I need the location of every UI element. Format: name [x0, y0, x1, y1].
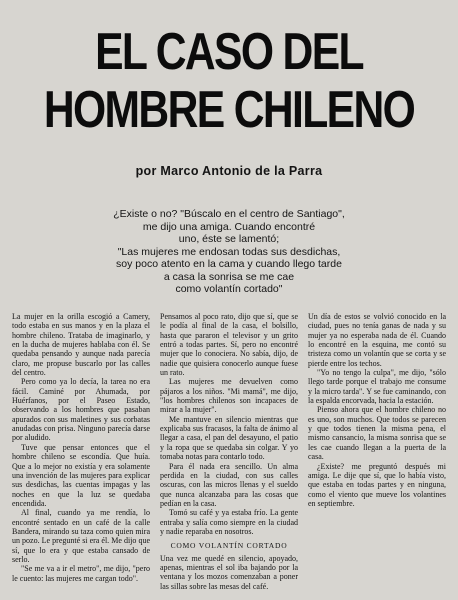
paragraph: "Yo no tengo la culpa", me dijo, "sólo llego tarde porque el trabajo me consume y la micro tarda". Y se fue caminando, con la espalda encorvada, hacia la estación. [308, 368, 446, 406]
paragraph: Pienso ahora que el hombre chileno no es uno, son muchos. Que todos se parecen y que todos tienen la misma pena, el mismo cansancio, la misma sonrisa que se les cae cuando llegan a la puerta de la casa. [308, 405, 446, 462]
epigraph-line: soy poco atento en la cama y cuando llego tarde [116, 258, 342, 270]
article-epigraph [60, 208, 398, 296]
paragraph: Al final, cuando ya me rendía, lo encontré sentado en un café de la calle Bandera, mirando su taza como quien mira un pozo. Le pregunté si era él. Me dijo que sí, que lo era y que estaba cansado de serlo. [12, 508, 150, 564]
epigraph-line: "Las mujeres me endosan todas sus desdichas, [117, 245, 341, 258]
paragraph: Las mujeres me devuelven como pájaros a los niños. "Mi mamá", me dijo, "los hombres chilenos son incapaces de mirar a la mujer". [160, 377, 298, 415]
article-title-line-1: EL CASO DEL [95, 23, 363, 81]
body-column-3 [308, 312, 446, 594]
paragraph: Pensamos al poco rato, dijo que sí, que se le podía al final de la casa, el bolsillo, hasta que pararon el televisor y un grito entró a todas partes. Sí, pero no encontré mujer que lo conociera. No sabía, dijo, de nadie que quisiera conocerlo aunque fuese un rato. [160, 312, 298, 378]
epigraph-line: como volantín cortado" [175, 283, 283, 295]
paragraph: Un día de estos se volvió conocido en la ciudad, pues no tenía ganas de nada y su mujer ya no esperaba nada de él. Cuando lo encontré en la esquina, me contó su tristeza como un volantín que se corta y se pierde entre los techos. [308, 312, 446, 368]
article-title-line-2: HOMBRE CHILENO [43, 81, 415, 139]
body-column-2 [160, 312, 298, 594]
paragraph: "Se me va a ir el metro", me dijo, "pero le cuento: las mujeres me cargan todo". [12, 564, 150, 583]
paragraph: Para él nada era sencillo. Un alma perdida en la ciudad, con sus calles oscuras, con las micros llenas y el sueldo que nunca alcanzaba para las cosas que pedían en la casa. [160, 461, 298, 508]
paragraph: ¿Existe? me preguntó después mi amiga. Le dije que sí, que lo había visto, que estaba en todas partes y en ninguna, como el viento que mueve los volantines en septiembre. [308, 461, 446, 508]
paragraph: La mujer en la orilla escogió a Camery, todo estaba en sus manos y en la plaza el hombre chileno. Trataba de imaginarlo, y en la ducha de mujeres hablaba con él. Se quedaba pensando y aunque nada parecía claro, me propuse buscarlo por las calles del centro. [12, 312, 150, 378]
paragraph: Me mantuve en silencio mientras que explicaba sus fracasos, la falta de ánimo al llegar a casa, el pan del desayuno, el patio y la ropa que se quedaba sin colgar. Y yo tomaba notas para contarlo todo. [160, 414, 298, 462]
section-subheading: COMO VOLANTÍN CORTADO [170, 541, 288, 551]
epigraph-line: a casa la sonrisa se me cae [163, 270, 295, 283]
epigraph-line: me dijo una amiga. Cuando encontré [142, 220, 316, 233]
paragraph: Tomó su café y ya estaba frío. La gente entraba y salía como siempre en la ciudad y nadie reparaba en nosotros. [160, 508, 298, 536]
epigraph-line: uno, éste se lamentó; [178, 233, 280, 245]
paragraph: Tuve que pensar entonces que el hombre chileno se escondía. Que huía. Que a lo mejor no existía y era solamente una invención de las mujeres para explicar sus desdichas, las cuentas impagas y las noches en que la luz se quedaba encendida. [12, 442, 150, 508]
epigraph-line: ¿Existe o no? "Búscalo en el centro de Santiago", [113, 208, 345, 220]
paragraph: Pero como ya lo decía, la tarea no era fácil. Caminé por Ahumada, por Huérfanos, por el Paseo Estado, observando a los hombres que pasaban apurados con sus maletines y sus corbatas anudadas con prisa. Ninguno parecía darse por aludido. [12, 377, 150, 443]
paragraph: Una vez me quedé en silencio, apoyado, apenas, mientras el sol iba bajando por la ventana y los mozos comenzaban a poner las sillas sobre las mesas del café. [160, 553, 298, 591]
body-column-1 [12, 312, 150, 594]
article-byline: por Marco Antonio de la Parra [135, 164, 323, 178]
